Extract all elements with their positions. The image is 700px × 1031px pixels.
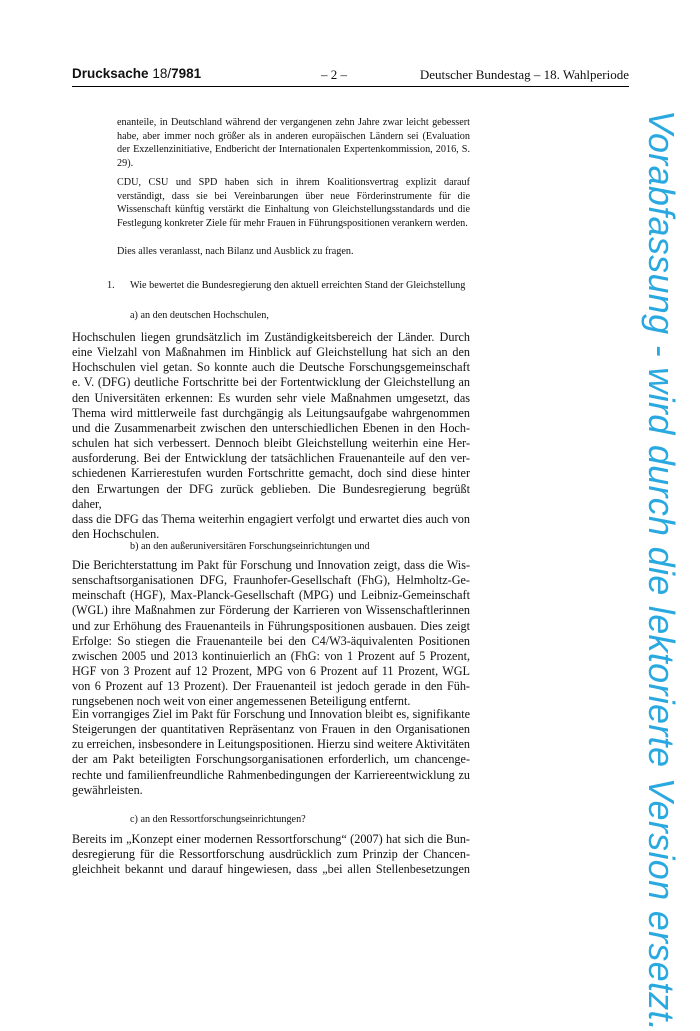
answer-line: schulen hat sich verbessert. Dennoch bleibt Gleichstellung weiterhin eine Her-	[72, 436, 470, 451]
intro-paragraph-1: enanteile, in Deutschland während der vergangenen zehn Jahre zwar leicht gebessert habe, aber immer noch größer als in anderen europäischen Ländern sei (Evaluation der Exzellenzinitiative, Endbericht der Internationalen Expertenkommission, 2016, S. 29).	[117, 117, 470, 169]
answer-line: und die Zusammenarbeit zwischen den unterschiedlichen Ebenen in den Hoch-	[72, 420, 470, 435]
answer-line: zwischen 2005 und 2013 kontinuierlich an (FhG: von 1 Prozent auf 5 Prozent,	[72, 648, 470, 663]
draft-watermark: Vorabfassung - wird durch die lektorierte Version ersetzt.	[641, 110, 682, 1031]
answer-line: den Universitäten erkennen: Es wurden sehr viele Maßnahmen umgesetzt, das	[72, 390, 470, 405]
answer-line: desregierung für die Ressortforschung ausdrücklich zum Prinzip der Chancen-	[72, 847, 470, 862]
answer-line: (WGL) ihre Maßnahmen zur Förderung der Karrieren von Wissenschaftlerinnen	[72, 603, 470, 618]
answer-b-paragraph-2	[72, 707, 470, 798]
question-text: Wie bewertet die Bundesregierung den aktuell erreichten Stand der Gleichstellung	[130, 280, 466, 291]
answer-line: der am Pakt beteiligten Forschungsorganisationen erforderlich, um chancenge-	[72, 752, 470, 767]
answer-line: Erfolge: So stiegen die Frauenanteile bei den C4/W3-äquivalenten Positionen	[72, 633, 470, 648]
answer-line: den Hochschulen.	[72, 527, 160, 542]
document-id: 7981	[171, 66, 202, 81]
question-number: 1.	[107, 280, 115, 291]
answer-line: dass die DFG das Thema weiterhin engagiert verfolgt und erwartet dies auch von	[72, 511, 470, 526]
page-number: – 2 –	[321, 67, 347, 82]
intro-paragraph-2: CDU, CSU und SPD haben sich in ihrem Koalitionsvertrag explizit darauf verständigt, dass sie bei Vereinbarungen über neue Förderinstrumente für die Wissenschaft künftig verstärkt die Einhaltung von Gleichstellungsstandards und die Festlegung konkreter Ziele für mehr Frauen in Führungspositionen verankern werden.	[117, 177, 470, 229]
answer-line: gleichheit bekannt und darauf hingewiesen, dass „bei allen Stellenbesetzungen	[72, 862, 470, 877]
question-part-b: b) an den außeruniversitären Forschungseinrichtungen und	[130, 541, 370, 552]
document-number	[72, 66, 201, 81]
publisher-label: Deutscher Bundestag – 18. Wahlperiode	[419, 67, 629, 82]
question-part-c: c) an den Ressortforschungseinrichtungen?	[130, 814, 306, 825]
answer-b-paragraph-1	[72, 558, 470, 710]
answer-line: schiedenen Karrierestufen wurden Fortschritte gemacht, doch sind diese hinter	[72, 466, 470, 481]
document-prefix: 18/	[152, 66, 172, 81]
answer-line: gewährleisten.	[72, 782, 143, 797]
page-header	[72, 66, 629, 87]
answer-line: Thema wird mittlerweile fast durchgängig als Leitungsaufgabe wahrgenommen	[72, 405, 470, 420]
answer-line: von 6 Prozent auf 13 Prozent). Der Frauenanteil ist jedoch gerade in den Füh-	[72, 679, 470, 694]
answer-line: ausforderung. Bei der Entwicklung der tatsächlichen Frauenanteile auf den ver-	[72, 451, 470, 466]
answer-line: zu erreichen, insbesondere in Leitungspositionen. Hierzu sind weitere Aktivitäten	[72, 737, 470, 752]
answer-a	[72, 330, 470, 542]
answer-line: rechte und familienfreundliche Rahmenbedingungen der Karriereentwicklung zu	[72, 767, 470, 782]
answer-line: Bereits im „Konzept einer modernen Ressortforschung“ (2007) hat sich die Bun-	[72, 832, 470, 846]
answer-line: eine Vielzahl von Maßnahmen im Hinblick auf Gleichstellung hat sich an den	[72, 345, 470, 360]
question-part-a: a) an den deutschen Hochschulen,	[130, 310, 269, 321]
answer-line: Die Berichterstattung im Pakt für Forschung und Innovation zeigt, dass die Wis-	[72, 558, 470, 572]
answer-line: den Erwartungen der DFG zurück geblieben. Die Bundesregierung begrüßt daher,	[72, 481, 470, 511]
answer-line: senschaftsorganisationen DFG, Fraunhofer-Gesellschaft (FhG), Helmholtz-Ge-	[72, 573, 470, 588]
answer-line: und zur Erhöhung des Frauenanteils in Führungspositionen ausbauen. Dies zeigt	[72, 618, 470, 633]
answer-line: Ein vorrangiges Ziel im Pakt für Forschung und Innovation bleibt es, signifikante	[72, 707, 470, 721]
answer-line: Hochschulen liegen grundsätzlich im Zuständigkeitsbereich der Länder. Durch	[72, 330, 470, 344]
answer-line: e. V. (DFG) deutliche Fortschritte bei der Fortentwicklung der Gleichstellung an	[72, 375, 470, 390]
document-label: Drucksache	[72, 66, 149, 81]
answer-line: rungsebenen noch weit von einer angemessenen Beteiligung entfernt.	[72, 694, 411, 709]
intro-paragraph-3: Dies alles veranlasst, nach Bilanz und Ausblick zu fragen.	[117, 246, 354, 257]
answer-line: HGF von 3 Prozent auf 12 Prozent, MPG von 6 Prozent auf 11 Prozent, WGL	[72, 664, 470, 679]
answer-line: meinschaft (HGF), Max-Planck-Gesellschaft (MPG) und Leibniz-Gemeinschaft	[72, 588, 470, 603]
answer-line: Hochschulen viel getan. So konnte auch die Deutsche Forschungsgemeinschaft	[72, 360, 470, 375]
question-1	[107, 279, 470, 293]
answer-line: Steigerungen der quantitativen Repräsentanz von Frauen in den Organisationen	[72, 722, 470, 737]
answer-c	[72, 832, 470, 877]
